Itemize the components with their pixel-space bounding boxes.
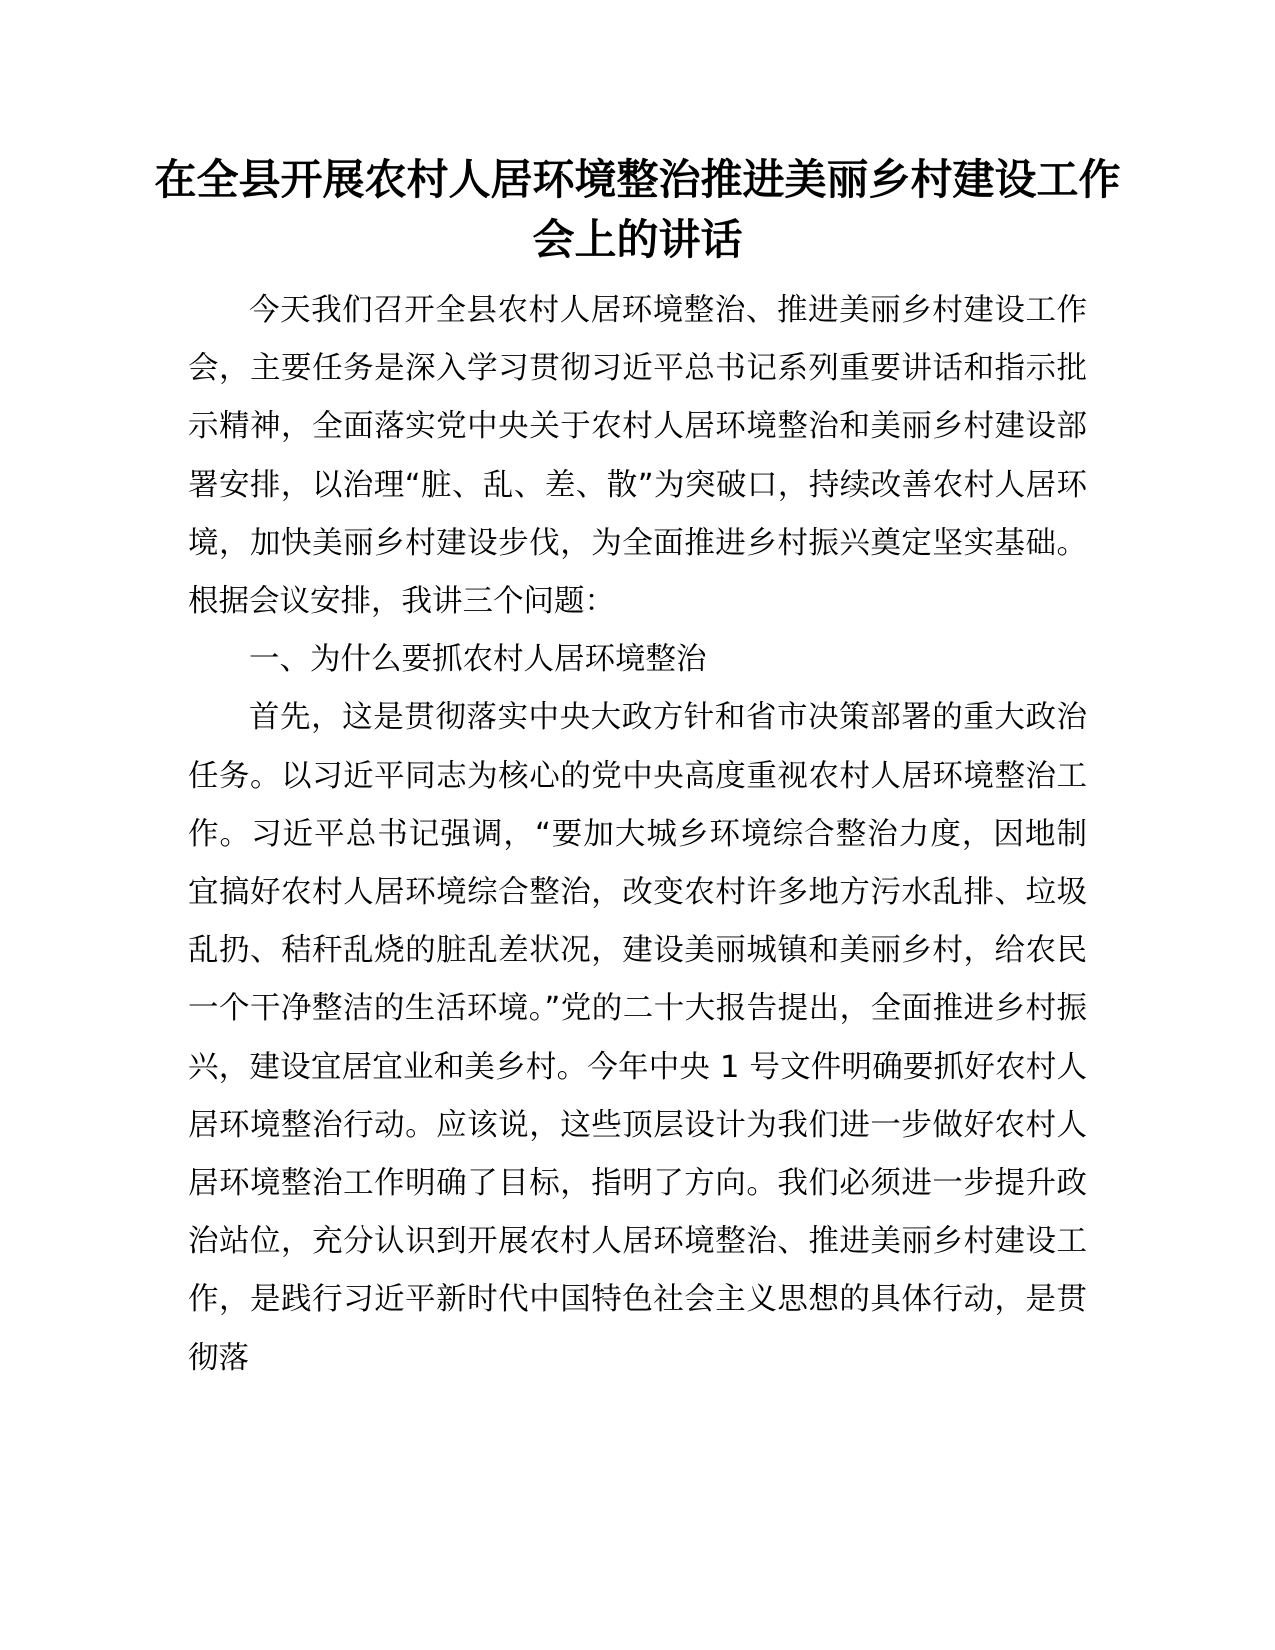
document-body <box>188 282 1087 1388</box>
section-heading-1: 一、为什么要抓农村人居环境整治 <box>249 642 707 678</box>
document-title: 在全县开展农村人居环境整治推进美丽乡村建设工作会上的讲话 <box>154 155 1121 264</box>
intro-paragraph: 今天我们召开全县农村人居环境整治、推进美丽乡村建设工作会，主要任务是深入学习贯彻习近平总书记系列重要讲话和指示批示精神，全面落实党中央关于农村人居环境整治和美丽乡村建设部署安排，以治理“脏、乱、差、散”为突破口，持续改善农村人居环境，加快美丽乡村建设步伐，为全面推进乡村振兴奠定坚实基础。根据会议安排，我讲三个问题： <box>188 293 1087 620</box>
body-paragraph: 首先，这是贯彻落实中央大政方针和省市决策部署的重大政治任务。以习近平同志为核心的党中央高度重视农村人居环境整治工作。习近平总书记强调，“要加大城乡环境综合整治力度，因地制宜搞好农村人居环境综合整治，改变农村许多地方污水乱排、垃圾乱扔、秸秆乱烧的脏乱差状况，建设美丽城镇和美丽乡村，给农民一个干净整洁的生活环境。”党的二十大报告提出，全面推进乡村振兴，建设宜居宜业和美乡村。今年中央 1 号文件明确要抓好农村人居环境整治行动。应该说，这些顶层设计为我们进一步做好农村人居环境整治工作明确了目标，指明了方向。我们必须进一步提升政治站位，充分认识到开展农村人居环境整治、推进美丽乡村建设工作，是践行习近平新时代中国特色社会主义思想的具体行动，是贯彻落 <box>188 700 1087 1376</box>
